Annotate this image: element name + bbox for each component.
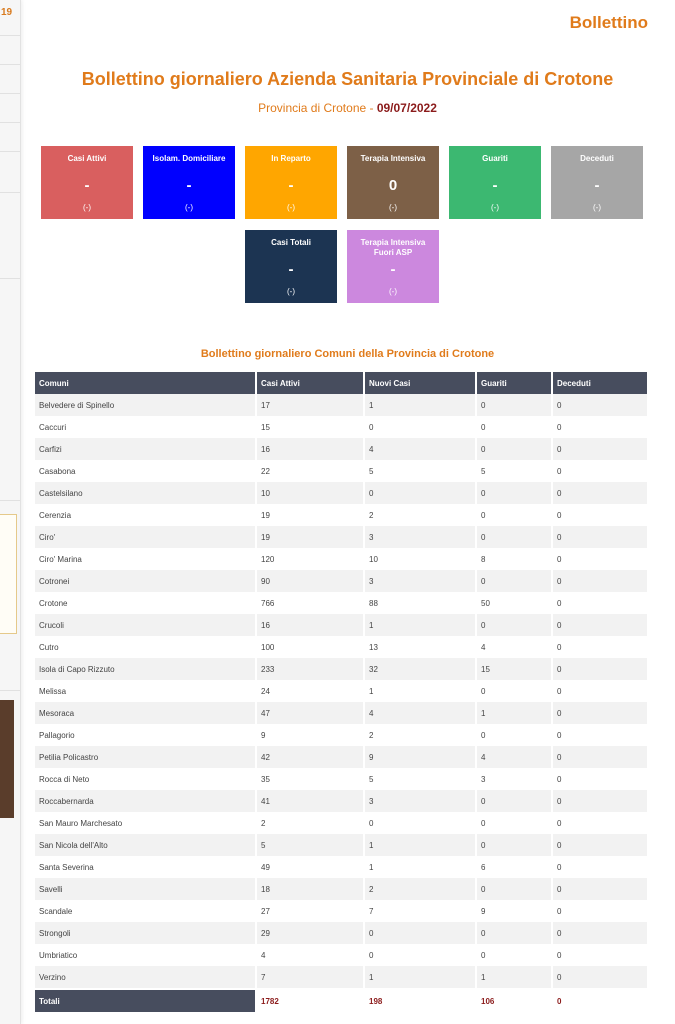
cell-deceduti: 0 bbox=[553, 922, 647, 944]
cell-casi-attivi: 24 bbox=[257, 680, 365, 702]
cell-comune: Verzino bbox=[35, 966, 257, 988]
cell-deceduti: 0 bbox=[553, 658, 647, 680]
cell-nuovi-casi: 1 bbox=[365, 394, 477, 416]
column-header-casi-attivi[interactable]: Casi Attivi bbox=[257, 372, 365, 394]
cell-guariti: 6 bbox=[477, 856, 553, 878]
cell-comune: Casabona bbox=[35, 460, 257, 482]
cell-guariti: 0 bbox=[477, 922, 553, 944]
cell-comune: Isola di Capo Rizzuto bbox=[35, 658, 257, 680]
card-title: Terapia Intensiva bbox=[360, 154, 426, 163]
table-row bbox=[35, 460, 647, 482]
table-row bbox=[35, 944, 647, 966]
cell-casi-attivi: 10 bbox=[257, 482, 365, 504]
cell-comune: Belvedere di Spinello bbox=[35, 394, 257, 416]
cell-guariti: 0 bbox=[477, 724, 553, 746]
cell-comune: Melissa bbox=[35, 680, 257, 702]
cell-nuovi-casi: 2 bbox=[365, 878, 477, 900]
cell-nuovi-casi: 1 bbox=[365, 680, 477, 702]
total-nuovi-casi: 198 bbox=[365, 988, 477, 1012]
cell-comune: Petilia Policastro bbox=[35, 746, 257, 768]
table-row bbox=[35, 878, 647, 900]
cell-comune: Umbriatico bbox=[35, 944, 257, 966]
table-row bbox=[35, 614, 647, 636]
sidebar-corner-number: 19 bbox=[1, 7, 13, 18]
cell-nuovi-casi: 5 bbox=[365, 460, 477, 482]
cell-nuovi-casi: 88 bbox=[365, 592, 477, 614]
cell-casi-attivi: 9 bbox=[257, 724, 365, 746]
card-delta: (-) bbox=[593, 203, 601, 212]
cell-nuovi-casi: 1 bbox=[365, 966, 477, 988]
cell-deceduti: 0 bbox=[553, 856, 647, 878]
cell-casi-attivi: 19 bbox=[257, 526, 365, 548]
cell-nuovi-casi: 1 bbox=[365, 614, 477, 636]
cell-guariti: 0 bbox=[477, 790, 553, 812]
sidebar-divider bbox=[0, 278, 20, 279]
cell-comune: Ciro' bbox=[35, 526, 257, 548]
card-value: - bbox=[288, 177, 294, 194]
cell-nuovi-casi: 2 bbox=[365, 504, 477, 526]
cell-casi-attivi: 27 bbox=[257, 900, 365, 922]
cell-casi-attivi: 47 bbox=[257, 702, 365, 724]
cell-casi-attivi: 41 bbox=[257, 790, 365, 812]
totals-row bbox=[35, 988, 647, 1012]
card-delta: (-) bbox=[83, 203, 91, 212]
cell-guariti: 5 bbox=[477, 460, 553, 482]
sidebar-image bbox=[0, 700, 14, 818]
table-header-row bbox=[35, 372, 647, 394]
cell-deceduti: 0 bbox=[553, 944, 647, 966]
cell-comune: Caccuri bbox=[35, 416, 257, 438]
page-title: Bollettino giornaliero Azienda Sanitaria Provinciale di Crotone bbox=[81, 69, 614, 89]
table-row bbox=[35, 966, 647, 988]
cell-casi-attivi: 5 bbox=[257, 834, 365, 856]
table-row bbox=[35, 922, 647, 944]
cell-nuovi-casi: 3 bbox=[365, 526, 477, 548]
card-value: 0 bbox=[388, 177, 398, 194]
stat-card-casi-totali bbox=[245, 230, 337, 303]
cell-deceduti: 0 bbox=[553, 768, 647, 790]
table-row bbox=[35, 746, 647, 768]
cell-guariti: 8 bbox=[477, 548, 553, 570]
card-value: - bbox=[186, 177, 192, 194]
card-delta: (-) bbox=[389, 203, 397, 212]
cell-casi-attivi: 766 bbox=[257, 592, 365, 614]
cell-nuovi-casi: 5 bbox=[365, 768, 477, 790]
subtitle-province: Provincia di Crotone - bbox=[258, 101, 377, 115]
cell-deceduti: 0 bbox=[553, 636, 647, 658]
cell-comune: Pallagorio bbox=[35, 724, 257, 746]
cell-comune: Cutro bbox=[35, 636, 257, 658]
cell-comune: Castelsilano bbox=[35, 482, 257, 504]
cell-comune: San Nicola dell'Alto bbox=[35, 834, 257, 856]
stat-card-in-reparto bbox=[245, 146, 337, 219]
card-delta: (-) bbox=[185, 203, 193, 212]
card-title: Casi Attivi bbox=[67, 154, 107, 163]
cell-deceduti: 0 bbox=[553, 482, 647, 504]
card-value: - bbox=[594, 177, 600, 194]
cell-comune: Mesoraca bbox=[35, 702, 257, 724]
cell-deceduti: 0 bbox=[553, 812, 647, 834]
column-header-comuni[interactable]: Comuni bbox=[35, 372, 257, 394]
sidebar-divider bbox=[0, 690, 20, 691]
cell-nuovi-casi: 2 bbox=[365, 724, 477, 746]
cell-nuovi-casi: 13 bbox=[365, 636, 477, 658]
card-title: Isolam. Domiciliare bbox=[152, 154, 226, 163]
cell-casi-attivi: 18 bbox=[257, 878, 365, 900]
cell-deceduti: 0 bbox=[553, 394, 647, 416]
cell-guariti: 0 bbox=[477, 394, 553, 416]
cell-nuovi-casi: 0 bbox=[365, 812, 477, 834]
cell-guariti: 0 bbox=[477, 680, 553, 702]
cell-casi-attivi: 19 bbox=[257, 504, 365, 526]
card-title: Casi Totali bbox=[271, 238, 311, 247]
stat-card-terapia-intensiva-fuori-asp bbox=[347, 230, 439, 303]
table-row bbox=[35, 548, 647, 570]
table-row bbox=[35, 724, 647, 746]
table-row bbox=[35, 790, 647, 812]
card-delta: (-) bbox=[287, 203, 295, 212]
cell-comune: Savelli bbox=[35, 878, 257, 900]
cell-comune: Strongoli bbox=[35, 922, 257, 944]
card-value: - bbox=[288, 261, 294, 278]
page-subtitle bbox=[20, 101, 675, 115]
card-title: Guariti bbox=[482, 154, 508, 163]
table-row bbox=[35, 856, 647, 878]
table-row bbox=[35, 394, 647, 416]
cell-nuovi-casi: 0 bbox=[365, 944, 477, 966]
card-value: - bbox=[492, 177, 498, 194]
cell-casi-attivi: 4 bbox=[257, 944, 365, 966]
cell-nuovi-casi: 1 bbox=[365, 834, 477, 856]
stat-card-deceduti bbox=[551, 146, 643, 219]
totals-label: Totali bbox=[35, 988, 257, 1012]
cell-guariti: 0 bbox=[477, 526, 553, 548]
table-row bbox=[35, 900, 647, 922]
card-delta: (-) bbox=[491, 203, 499, 212]
cell-deceduti: 0 bbox=[553, 966, 647, 988]
cell-deceduti: 0 bbox=[553, 878, 647, 900]
cell-guariti: 0 bbox=[477, 614, 553, 636]
column-header-deceduti[interactable]: Deceduti bbox=[553, 372, 647, 394]
cell-nuovi-casi: 1 bbox=[365, 856, 477, 878]
sidebar-divider bbox=[0, 64, 20, 65]
cell-deceduti: 0 bbox=[553, 724, 647, 746]
cell-deceduti: 0 bbox=[553, 460, 647, 482]
cell-nuovi-casi: 9 bbox=[365, 746, 477, 768]
cell-nuovi-casi: 4 bbox=[365, 438, 477, 460]
cell-comune: Rocca di Neto bbox=[35, 768, 257, 790]
cell-guariti: 0 bbox=[477, 416, 553, 438]
cell-guariti: 0 bbox=[477, 834, 553, 856]
table-title: Bollettino giornaliero Comuni della Provincia di Crotone bbox=[200, 348, 495, 360]
left-sidebar-strip bbox=[0, 0, 21, 1024]
cell-deceduti: 0 bbox=[553, 438, 647, 460]
total-guariti: 106 bbox=[477, 988, 553, 1012]
cell-casi-attivi: 2 bbox=[257, 812, 365, 834]
card-title: Terapia Intensiva Fuori ASP bbox=[360, 238, 426, 257]
cell-deceduti: 0 bbox=[553, 790, 647, 812]
cell-casi-attivi: 49 bbox=[257, 856, 365, 878]
table-row bbox=[35, 636, 647, 658]
cell-casi-attivi: 17 bbox=[257, 394, 365, 416]
table-row bbox=[35, 592, 647, 614]
cell-casi-attivi: 16 bbox=[257, 438, 365, 460]
card-value: - bbox=[390, 261, 396, 278]
cell-deceduti: 0 bbox=[553, 504, 647, 526]
card-title: Deceduti bbox=[580, 154, 614, 163]
cell-comune: Roccabernarda bbox=[35, 790, 257, 812]
table-row bbox=[35, 658, 647, 680]
cell-deceduti: 0 bbox=[553, 702, 647, 724]
table-row bbox=[35, 482, 647, 504]
cell-casi-attivi: 15 bbox=[257, 416, 365, 438]
cell-guariti: 0 bbox=[477, 944, 553, 966]
table-row bbox=[35, 416, 647, 438]
cell-guariti: 15 bbox=[477, 658, 553, 680]
sidebar-divider bbox=[0, 500, 20, 501]
sidebar-divider bbox=[0, 122, 20, 123]
cell-guariti: 0 bbox=[477, 812, 553, 834]
cell-deceduti: 0 bbox=[553, 548, 647, 570]
comuni-table bbox=[35, 372, 647, 1012]
card-title: In Reparto bbox=[271, 154, 311, 163]
cell-casi-attivi: 120 bbox=[257, 548, 365, 570]
table-row bbox=[35, 812, 647, 834]
sidebar-widget[interactable] bbox=[0, 514, 17, 634]
table-row bbox=[35, 680, 647, 702]
cell-guariti: 0 bbox=[477, 438, 553, 460]
cell-nuovi-casi: 0 bbox=[365, 922, 477, 944]
cell-comune: Crucoli bbox=[35, 614, 257, 636]
cell-casi-attivi: 100 bbox=[257, 636, 365, 658]
cell-comune: Scandale bbox=[35, 900, 257, 922]
cell-nuovi-casi: 10 bbox=[365, 548, 477, 570]
cell-casi-attivi: 42 bbox=[257, 746, 365, 768]
table-row bbox=[35, 570, 647, 592]
column-header-guariti[interactable]: Guariti bbox=[477, 372, 553, 394]
cell-deceduti: 0 bbox=[553, 746, 647, 768]
cell-guariti: 0 bbox=[477, 504, 553, 526]
cell-deceduti: 0 bbox=[553, 592, 647, 614]
cell-deceduti: 0 bbox=[553, 834, 647, 856]
cell-guariti: 0 bbox=[477, 482, 553, 504]
cell-casi-attivi: 22 bbox=[257, 460, 365, 482]
stat-card-casi-attivi bbox=[41, 146, 133, 219]
table-row bbox=[35, 768, 647, 790]
cell-guariti: 4 bbox=[477, 636, 553, 658]
cell-guariti: 1 bbox=[477, 702, 553, 724]
sidebar-divider bbox=[0, 93, 20, 94]
stat-card-terapia-intensiva bbox=[347, 146, 439, 219]
cell-comune: Crotone bbox=[35, 592, 257, 614]
table-row bbox=[35, 702, 647, 724]
cell-deceduti: 0 bbox=[553, 570, 647, 592]
cell-deceduti: 0 bbox=[553, 614, 647, 636]
stat-card-guariti bbox=[449, 146, 541, 219]
cell-casi-attivi: 16 bbox=[257, 614, 365, 636]
cell-nuovi-casi: 3 bbox=[365, 570, 477, 592]
cell-nuovi-casi: 4 bbox=[365, 702, 477, 724]
cell-nuovi-casi: 0 bbox=[365, 482, 477, 504]
total-deceduti: 0 bbox=[553, 988, 647, 1012]
cell-nuovi-casi: 3 bbox=[365, 790, 477, 812]
cell-guariti: 0 bbox=[477, 570, 553, 592]
cell-deceduti: 0 bbox=[553, 416, 647, 438]
cell-casi-attivi: 90 bbox=[257, 570, 365, 592]
column-header-nuovi-casi[interactable]: Nuovi Casi bbox=[365, 372, 477, 394]
cell-comune: Santa Severina bbox=[35, 856, 257, 878]
cell-comune: Carfizi bbox=[35, 438, 257, 460]
cell-deceduti: 0 bbox=[553, 900, 647, 922]
sidebar-divider bbox=[0, 151, 20, 152]
card-delta: (-) bbox=[287, 287, 295, 296]
cell-casi-attivi: 29 bbox=[257, 922, 365, 944]
cell-comune: Cotronei bbox=[35, 570, 257, 592]
table-row bbox=[35, 438, 647, 460]
sidebar-divider bbox=[0, 192, 20, 193]
cell-casi-attivi: 35 bbox=[257, 768, 365, 790]
subtitle-date: 09/07/2022 bbox=[376, 101, 437, 115]
cell-guariti: 9 bbox=[477, 900, 553, 922]
sidebar-divider bbox=[0, 35, 20, 36]
card-delta: (-) bbox=[389, 287, 397, 296]
cell-comune: San Mauro Marchesato bbox=[35, 812, 257, 834]
table-row bbox=[35, 834, 647, 856]
cell-guariti: 1 bbox=[477, 966, 553, 988]
cell-guariti: 0 bbox=[477, 878, 553, 900]
cell-guariti: 4 bbox=[477, 746, 553, 768]
cell-deceduti: 0 bbox=[553, 526, 647, 548]
table-row bbox=[35, 504, 647, 526]
cell-comune: Cerenzia bbox=[35, 504, 257, 526]
cell-nuovi-casi: 32 bbox=[365, 658, 477, 680]
cell-comune: Ciro' Marina bbox=[35, 548, 257, 570]
card-value: - bbox=[84, 177, 90, 194]
total-casi-attivi: 1782 bbox=[257, 988, 365, 1012]
brand-title: Bollettino bbox=[569, 13, 648, 32]
cell-casi-attivi: 233 bbox=[257, 658, 365, 680]
table-row bbox=[35, 526, 647, 548]
cell-guariti: 50 bbox=[477, 592, 553, 614]
cell-deceduti: 0 bbox=[553, 680, 647, 702]
stat-card-isolamento-domiciliare bbox=[143, 146, 235, 219]
cell-guariti: 3 bbox=[477, 768, 553, 790]
cell-casi-attivi: 7 bbox=[257, 966, 365, 988]
cell-nuovi-casi: 7 bbox=[365, 900, 477, 922]
cell-nuovi-casi: 0 bbox=[365, 416, 477, 438]
